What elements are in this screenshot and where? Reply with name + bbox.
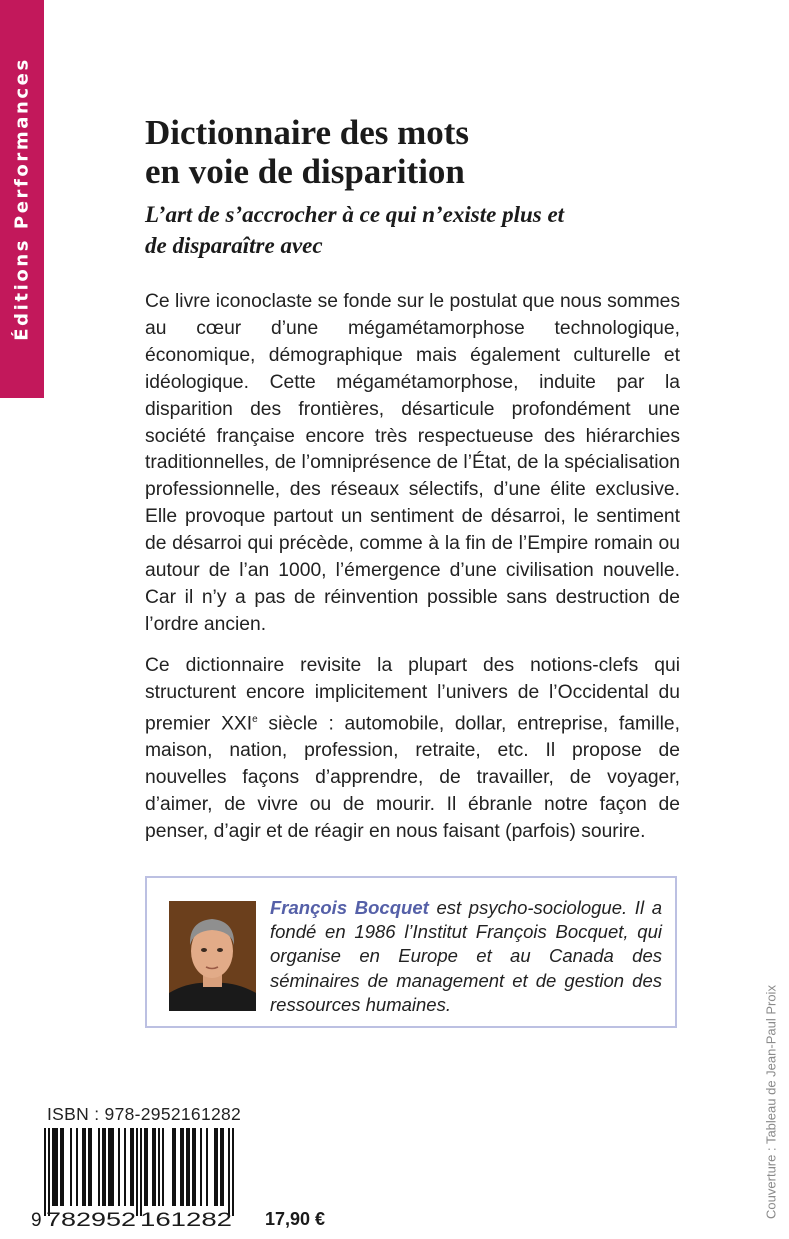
barcode-bar xyxy=(154,1128,156,1206)
barcode-bar xyxy=(222,1128,224,1206)
author-name: François Bocquet xyxy=(270,897,429,918)
barcode-bar xyxy=(186,1128,188,1206)
author-box xyxy=(145,876,677,1028)
blurb-paragraph-1-block xyxy=(145,289,680,639)
barcode-bar xyxy=(76,1128,78,1206)
barcode-bar xyxy=(158,1128,160,1206)
century-superscript: e xyxy=(252,713,258,725)
barcode-bar xyxy=(140,1128,142,1216)
barcode-bar xyxy=(214,1128,216,1206)
barcode-bar xyxy=(182,1128,184,1206)
book-subtitle-line-1: L’art de s’accrocher à ce qui n’existe plus et xyxy=(145,202,565,227)
barcode-bar xyxy=(194,1128,196,1206)
barcode-bar xyxy=(174,1128,176,1206)
author-bio-text: est psycho-sociologue. Il a fondé en 1986 l’Institut François Bocquet, qui organise en Europe et au Canada des séminaires de management et de gestion des ressources humaines. xyxy=(270,897,663,1015)
blurb-paragraph-1: Ce livre iconoclaste se fonde sur le postulat que nous sommes au cœur d’une mégamétamorphose technologique, économique, démographique mais également culturelle et idéologique. Cette mégamétamorphose, induite par la disparition des frontières, désarticule profondément une société française encore très respectueuse des hiérarchies traditionnelles, de l’omniprésence de l’État, de la spécialisation professionnelle, des réseaux sélectifs, d’une élite exclusive. Elle provoque partout un sentiment de désarroi, le sentiment de désarroi qui précède, comme à la fin de l’Empire romain ou autour de l’an 1000, l’émergence d’une civilisation nouvelle. Car il n’y a pas de réinvention possible sans destruction de l’ordre ancien. xyxy=(145,291,680,635)
barcode-bar xyxy=(118,1128,120,1206)
barcode-bar xyxy=(162,1128,164,1206)
barcode-bar xyxy=(136,1128,138,1216)
blurb-paragraph-2-block xyxy=(145,653,680,846)
barcode-bar xyxy=(124,1128,126,1206)
book-subtitle xyxy=(145,199,705,261)
blurb-paragraph-2-start: Ce dictionnaire revisite la plupart des notions-clefs qui structurent encore implicitement l’univers de l’Occidental du premier XXI xyxy=(145,655,680,735)
publisher-name: Éditions Performances xyxy=(11,57,33,341)
isbn-barcode xyxy=(30,1128,246,1230)
book-title-line-1: Dictionnaire des mots xyxy=(145,113,470,152)
barcode-bar xyxy=(108,1128,110,1206)
author-photo xyxy=(169,901,256,1011)
barcode-bar xyxy=(70,1128,72,1206)
book-title xyxy=(145,113,705,191)
barcode-right-digits: 161282 xyxy=(140,1210,232,1230)
barcode-bar xyxy=(98,1128,100,1206)
barcode-bar xyxy=(54,1128,56,1206)
blurb-paragraph-2-end: siècle : automobile, dollar, entreprise, famille, maison, nation, profession, retraite, etc. Il propose de nouvelles façons d’apprendre, de travailler, de voyager, d’aimer, de vivre ou de mourir. Il ébranle notre façon de penser, d’agir et de réagir en nous faisant (parfois) sourire. xyxy=(145,713,680,842)
barcode-bar xyxy=(180,1128,182,1206)
author-portrait-illustration xyxy=(169,901,256,1011)
barcode-bar xyxy=(48,1128,50,1216)
cover-credit: Couverture : Tableau de Jean-Paul Proix xyxy=(763,985,779,1219)
barcode-bar xyxy=(112,1128,114,1206)
barcode-bar xyxy=(146,1128,148,1206)
barcode-bar xyxy=(88,1128,90,1206)
book-title-line-2: en voie de disparition xyxy=(145,152,465,191)
barcode-bar xyxy=(56,1128,58,1206)
barcode-bar xyxy=(90,1128,92,1206)
barcode-bar xyxy=(200,1128,202,1206)
author-bio xyxy=(270,896,662,1017)
barcode-bar xyxy=(82,1128,84,1206)
barcode-left-digits: 782952 xyxy=(46,1210,136,1230)
barcode-lead-digit: 9 xyxy=(31,1210,42,1230)
barcode-bar xyxy=(144,1128,146,1206)
barcode-bar xyxy=(52,1128,54,1206)
barcode-bar xyxy=(188,1128,190,1206)
barcode-bar xyxy=(192,1128,194,1206)
price: 17,90 € xyxy=(265,1209,326,1229)
barcode-bar xyxy=(206,1128,208,1206)
barcode-bar xyxy=(152,1128,154,1206)
barcode-bar xyxy=(102,1128,104,1206)
barcode-bar xyxy=(104,1128,106,1206)
barcode-bar xyxy=(62,1128,64,1206)
barcode-bar xyxy=(172,1128,174,1206)
book-subtitle-line-2: de disparaître avec xyxy=(145,233,323,258)
barcode-bar xyxy=(232,1128,234,1216)
barcode-bar xyxy=(110,1128,112,1206)
isbn-label: ISBN : 978-2952161282 xyxy=(47,1104,242,1124)
publisher-spine-band xyxy=(0,0,44,398)
barcode-bar xyxy=(132,1128,134,1206)
barcode-bar xyxy=(228,1128,230,1216)
barcode-bars xyxy=(44,1128,234,1216)
blurb-paragraph-2 xyxy=(145,653,680,846)
barcode-bar xyxy=(130,1128,132,1206)
barcode-bar xyxy=(84,1128,86,1206)
barcode-bar xyxy=(60,1128,62,1206)
barcode-bar xyxy=(44,1128,46,1216)
barcode-bar xyxy=(216,1128,218,1206)
barcode-bar xyxy=(220,1128,222,1206)
